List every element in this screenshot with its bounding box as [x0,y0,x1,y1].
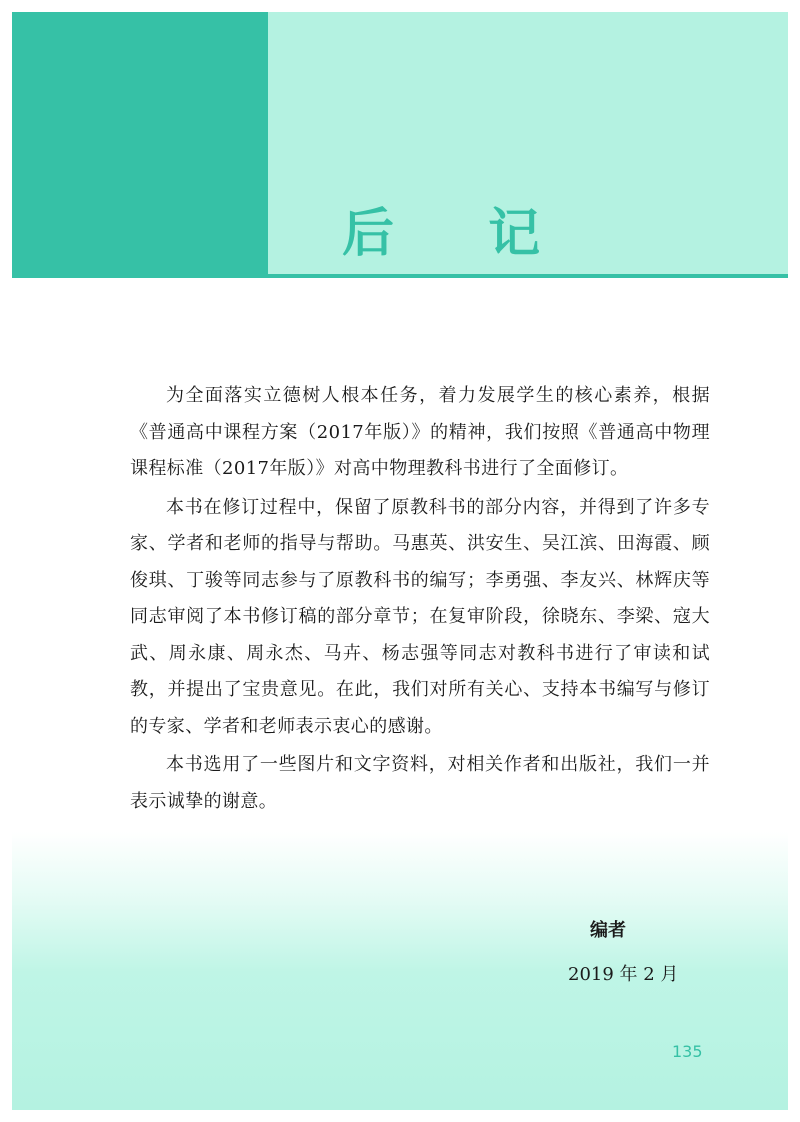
page-number: 135 [672,1042,703,1061]
paragraph: 本书在修订过程中，保留了原教科书的部分内容，并得到了许多专家、学者和老师的指导与帮助。马惠英、洪安生、吴江滨、田海霞、顾俊琪、丁骏等同志参与了原教科书的编写；李勇强、李友兴、林辉庆等同志审阅了本书修订稿的部分章节；在复审阶段，徐晓东、李梁、寇大武、周永康、周永杰、马卉、杨志强等同志对教科书进行了审读和试教，并提出了宝贵意见。在此，我们对所有关心、支持本书编写与修订的专家、学者和老师表示衷心的感谢。 [130,496,710,737]
page [12,12,788,1110]
paragraph: 为全面落实立德树人根本任务，着力发展学生的核心素养，根据《普通高中课程方案（2017年版）》的精神，我们按照《普通高中物理课程标准（2017年版）》对高中物理教科书进行了全面修订。 [130,385,710,479]
header-banner [12,12,788,278]
header-divider [12,274,788,278]
body-text [130,378,710,822]
signature: 编者 [590,920,626,941]
page-title: 后 记 [342,204,579,264]
header-accent-block [12,12,268,274]
paragraph: 本书选用了一些图片和文字资料，对相关作者和出版社，我们一并表示诚挚的谢意。 [130,754,710,812]
date: 2019 年 2 月 [568,964,679,985]
